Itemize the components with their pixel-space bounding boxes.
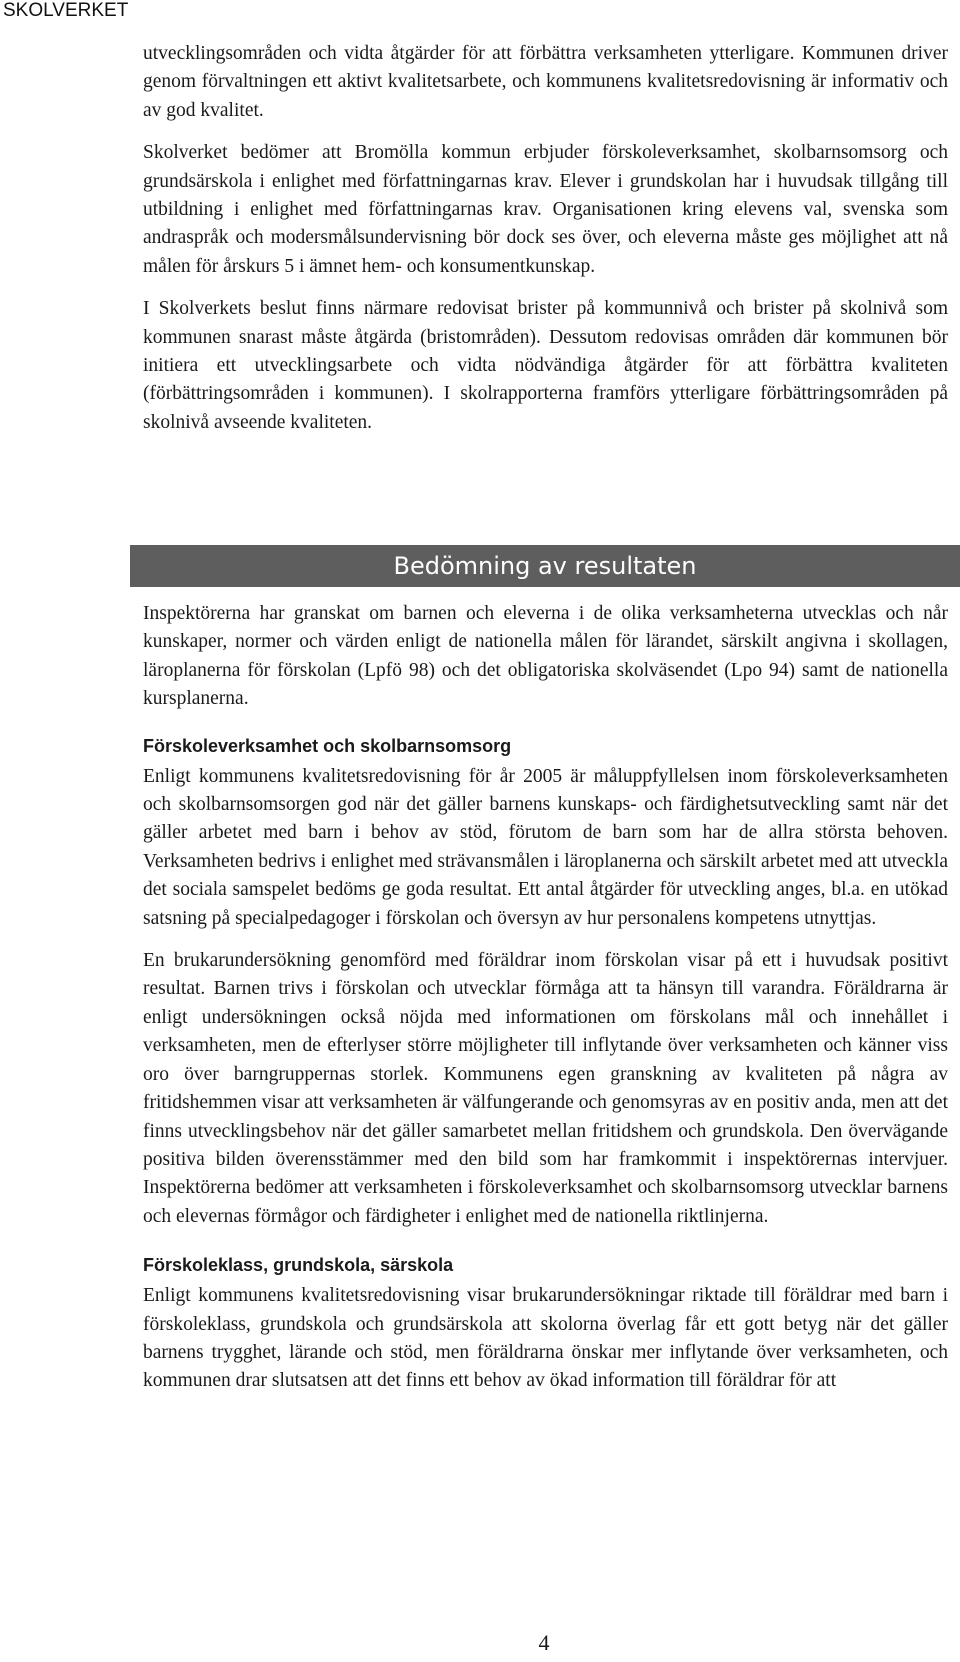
preschool-paragraph-1: Enligt kommunens kvalitetsredovisning för år 2005 är måluppfyllelsen inom förskoleverksamheten och skolbarnsomsorgen god när det gäller barnens kunskaps- och färdighetsutveckling samt när det gäller arbetet med barn i behov av stöd, förutom de barn som har de allra största behoven. Verksamheten bedrivs i enlighet med strävansmålen i läroplanerna och särskilt arbetet med att utveckla det sociala samspelet bedöms ge goda resultat. Ett antal åtgärder för utveckling anges, bl.a. en utökad satsning på specialpedagoger i förskolan och översyn av hur personalens kompetens utnyttjas. [143,765,948,929]
intro-paragraph-3: I Skolverkets beslut finns närmare redovisat brister på kommunnivå och brister på skolnivå som kommunen snarast måste åtgärda (bristområden). Dessutom redovisas områden där kommunen bör initiera ett utvecklingsarbete och vidta nödvändiga åtgärder för att förbättra kvaliteten (förbättringsområden i kommunen). I skolrapporterna framförs ytterligare förbättringsområden på skolnivå avseende kvaliteten. [143,298,948,433]
preschool-paragraph-2: En brukarundersökning genomförd med föräldrar inom förskolan visar på ett i huvudsak positivt resultat. Barnen trivs i förskolan och utvecklar förmåga att ta hänsyn till varandra. Föräldrarna är enligt undersökningen också nöjda med informationen om förskolans mål och innehållet i verksamheten, men de efterlyser större möjligheter till inflytande över verksamheten och känner viss oro över barngruppernas storlek. Kommunens egen granskning av kvaliteten på några av fritidshemmen visar att verksamheten är välfungerande och genomsyras av en positiv anda, men att det finns utvecklingsbehov när det gäller samarbetet mellan fritidshem och grundskola. Den övervägande positiva bilden överensstämmer med den bild som har framkommit i inspektörernas intervjuer. Inspektörerna bedömer att verksamheten i förskoleverksamhet och skolbarnsomsorg utvecklar barnens och elevernas förmågor och färdigheter i enlighet med de nationella riktlinjerna. [143,950,948,1227]
intro-section [143,40,948,451]
assessment-section [143,600,948,1410]
subheading-preschool: Förskoleverksamhet och skolbarnsomsorg [143,735,512,756]
intro-paragraph-2: Skolverket bedömer att Bromölla kommun erbjuder förskoleverksamhet, skolbarnsomsorg och grundsärskola i enlighet med författningarnas krav. Elever i grundskolan har i huvudsak tillgång till utbildning i enlighet med författningarnas krav. Organisationen kring elevens val, svenska som andraspråk och modersmålsundervisning bör dock ses över, och eleverna måste ges möjlighet att nå målen för årskurs 5 i ämnet hem- och konsumentkunskap. [143,142,948,277]
section-title: Bedömning av resultaten [393,552,697,580]
school-paragraph-1: Enligt kommunens kvalitetsredovisning visar brukarundersökningar riktade till föräldrar med barn i förskoleklass, grundskola och grundsärskola att skolorna överlag får ett gott betyg när det gäller barnens trygghet, lärande och stöd, men föräldrarna önskar mer inflytande över verksamheten, och kommunen drar slutsatsen att det finns ett behov av ökad information till föräldrar för att [143,1285,948,1392]
section-title-banner [130,545,960,587]
subheading-school: Förskoleklass, grundskola, särskola [143,1255,454,1276]
intro-paragraph-1: utvecklingsområden och vidta åtgärder för att förbättra verksamheten ytterligare. Kommunen driver genom förvaltningen ett aktivt kvalitetsarbete, och kommunens kvalitetsredovisning är informativ och av god kvalitet. [143,43,948,121]
page-number: 4 [538,1630,550,1655]
section-intro-paragraph: Inspektörerna har granskat om barnen och eleverna i de olika verksamheterna utvecklas och når kunskaper, normer och värden enligt de nationella målen för lärandet, särskilt angivna i skollagen, läroplanerna för förskolan (Lpfö 98) och det obligatoriska skolväsendet (Lpo 94) samt de nationella kursplanerna. [143,603,948,710]
header-label: SKOLVERKET [3,0,129,21]
